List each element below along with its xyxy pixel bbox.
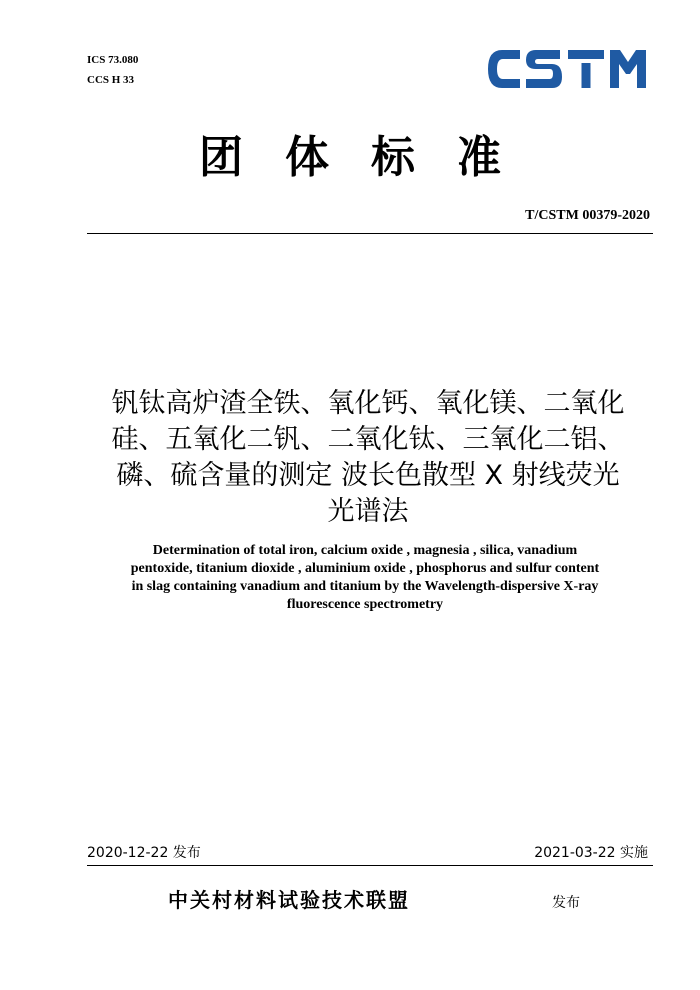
ccs-code: CCS H 33: [87, 74, 135, 86]
title-chinese: [80, 386, 656, 530]
publisher-name: 中关村材料试验技术联盟: [168, 888, 410, 912]
title-en-line: pentoxide, titanium dioxide , aluminium oxide , phosphorus and sulfur content: [130, 561, 600, 576]
title-en-line: Determination of total iron, calcium oxide , magnesia , silica, vanadium: [152, 543, 578, 558]
publish-label: 发布: [552, 895, 580, 911]
cstm-logo: [484, 44, 650, 94]
header-divider: [87, 233, 653, 234]
title-zh-line: 钒钛高炉渣全铁、氧化钙、氧化镁、二氧化: [111, 388, 625, 419]
title-en-line: fluorescence spectrometry: [286, 597, 444, 612]
footer-divider: [87, 865, 653, 866]
ics-code: ICS 73.080: [87, 54, 139, 66]
standard-number: T/CSTM 00379-2020: [525, 208, 650, 223]
issue-date: 2020-12-22 发布: [87, 845, 201, 861]
implementation-date: 2021-03-22 实施: [534, 845, 648, 861]
title-zh-line: 光谱法: [327, 496, 409, 527]
classification-codes: [87, 50, 138, 90]
title-zh-line: 磷、硫含量的测定 波长色散型 X 射线荧光: [116, 460, 620, 491]
document-type-heading: 团体标准: [199, 132, 543, 183]
title-zh-line: 硅、五氧化二钒、二氧化钛、三氧化二铝、: [111, 424, 625, 455]
title-en-line: in slag containing vanadium and titanium by the Wavelength-dispersive X-ray: [131, 579, 599, 594]
title-english: [70, 542, 660, 614]
